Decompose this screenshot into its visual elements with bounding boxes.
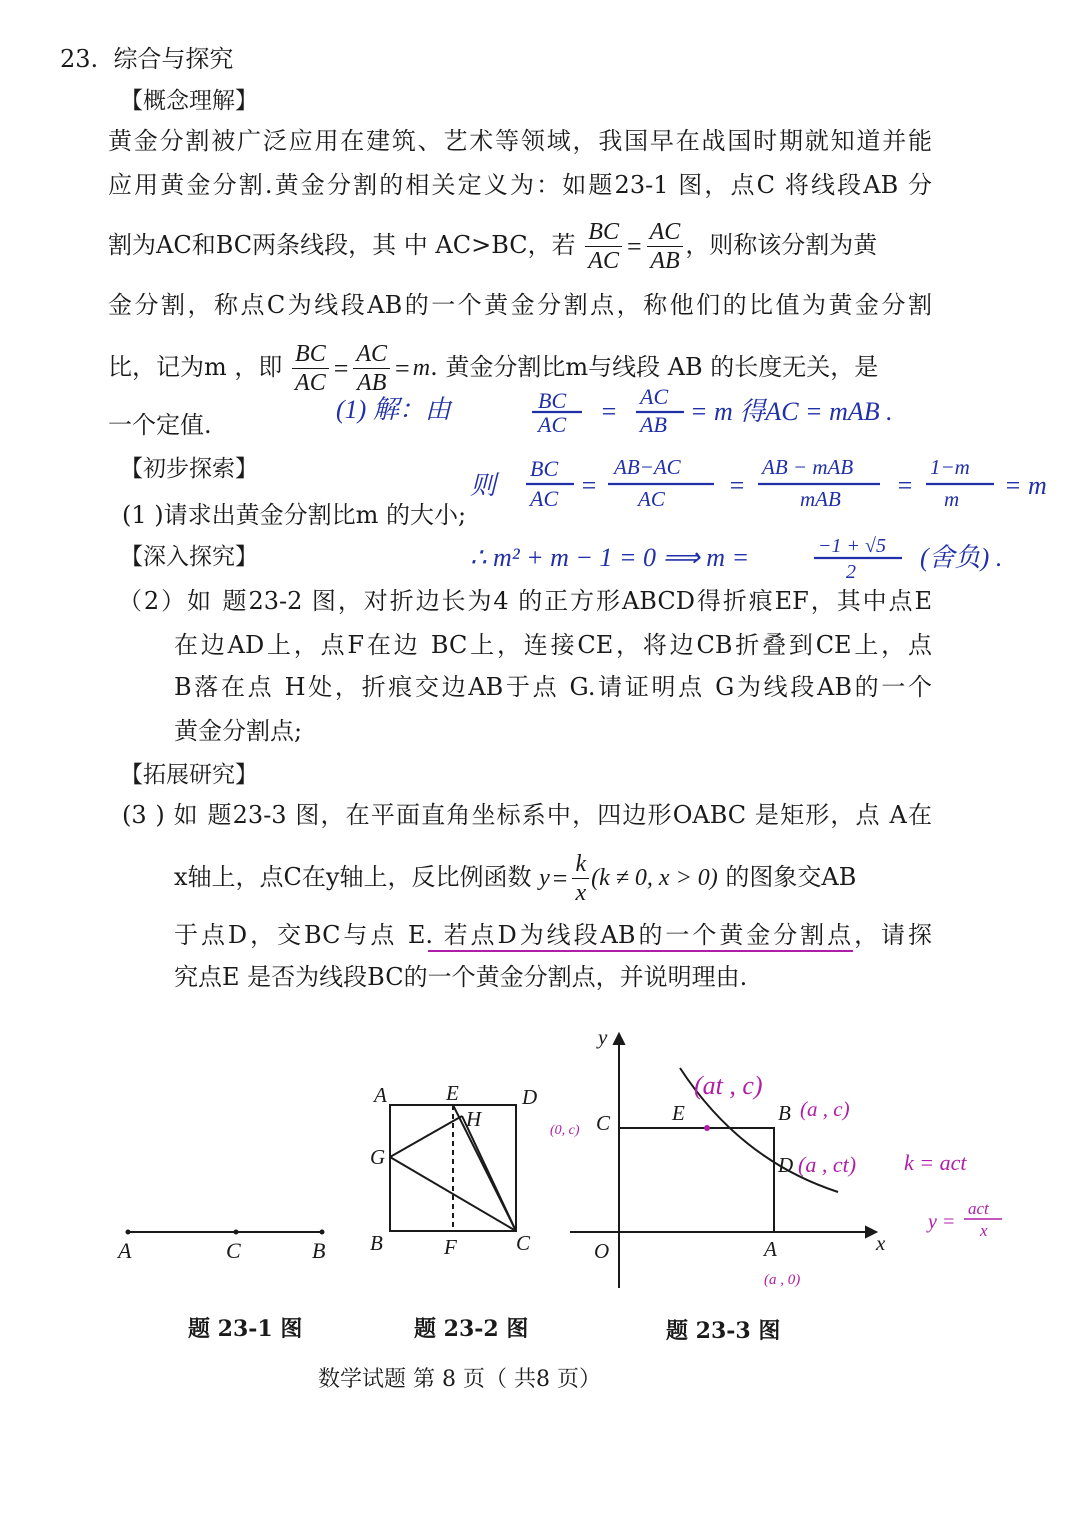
- hw-frac-den: AB: [640, 412, 667, 437]
- handwritten-underline: [428, 950, 853, 952]
- q3-line-2-tail: 的图象交AB: [725, 863, 857, 891]
- label-y: y: [598, 1025, 608, 1049]
- note-c-coord: (0, c): [550, 1123, 580, 1138]
- question-3-line-2: [174, 850, 934, 907]
- label-c: C: [226, 1238, 241, 1263]
- hw-frac-den: 2: [846, 561, 856, 583]
- page-footer: 数学试题 第 8 页（ 共8 页）: [318, 1367, 601, 1392]
- fraction-k-x: [572, 850, 589, 907]
- label-c: C: [516, 1231, 531, 1255]
- hw-frac-num: AB−AC: [614, 455, 681, 479]
- label-a: A: [764, 1237, 777, 1261]
- frac-num: AC: [353, 340, 390, 369]
- hw-equals: =: [728, 471, 746, 500]
- hw-line1-prefix: (1) 解：由: [336, 395, 451, 424]
- frac-den: x: [575, 880, 587, 906]
- label-x: x: [876, 1231, 886, 1255]
- concept-heading: 【概念理解】: [120, 88, 258, 114]
- deep-heading: 【深入探究】: [120, 544, 258, 570]
- question-2-line-1: （2）如 题23-2 图，对折边长为4 的正方形ABCD得折痕EF，其中点E: [118, 587, 932, 615]
- label-f: F: [444, 1235, 457, 1259]
- hw-frac-den: AC: [638, 487, 665, 511]
- question-2-line-2: 在边AD上，点F在边 BC上，连接CE，将边CB折叠到CE上，点: [174, 631, 932, 659]
- hw-frac-den: AC: [538, 412, 567, 437]
- label-h: H: [466, 1107, 482, 1131]
- hw-line2-suffix: = m: [1004, 471, 1047, 500]
- ext-heading: 【拓展研究】: [120, 762, 258, 788]
- note-y-den: x: [980, 1221, 988, 1240]
- equals-sign: =: [626, 231, 642, 261]
- concept-line-1: 黄金分割被广泛应用在建筑、艺术等领域，我国早在战国时期就知道并能: [108, 127, 932, 155]
- label-o: O: [594, 1239, 610, 1263]
- hw-line1-mid: = m 得AC = mAB .: [690, 397, 893, 426]
- label-b: B: [370, 1231, 383, 1255]
- hw-equals: =: [896, 471, 914, 500]
- problem-number: 23.: [60, 45, 99, 73]
- hw-equals: =: [580, 471, 598, 500]
- hw-line2-prefix: 则: [470, 471, 497, 500]
- hw-frac-num: BC: [530, 456, 559, 481]
- figure-23-1: [116, 1230, 325, 1264]
- frac-den: AC: [295, 370, 326, 396]
- frac-den: AB: [357, 370, 387, 396]
- rectangle-oabc: [619, 1128, 774, 1232]
- point-a: [126, 1230, 131, 1235]
- prelim-heading: 【初步探索】: [120, 456, 258, 482]
- segment-gh: [390, 1116, 462, 1157]
- question-3-line-3: 于点D，交BC与点 E. 若点D为线段AB的一个黄金分割点，请探: [174, 921, 932, 949]
- concept-line-2: 应用黄金分割.黄金分割的相关定义为：如题23-1 图，点C 将线段AB 分: [108, 171, 932, 199]
- y-axis-arrow: [614, 1034, 624, 1044]
- frac-num: BC: [585, 218, 622, 247]
- concept-line-6: 一个定值.: [108, 411, 212, 439]
- figures: [0, 1020, 1080, 1350]
- concept-line-3-tail: ，则称该分割为黄: [685, 231, 878, 259]
- question-1: (1 )请求出黄金分割比m 的大小;: [122, 501, 467, 529]
- note-y-num: act: [968, 1199, 989, 1218]
- frac-num: k: [572, 850, 589, 879]
- problem-title: 综合与探究: [113, 45, 234, 73]
- q3-line-2-text: x轴上，点C在y轴上，反比例函数: [174, 863, 532, 891]
- hw-frac-den: mAB: [800, 487, 841, 511]
- question-2-line-3: B落在点 H处，折痕交边AB于点 G.请证明点 G为线段AB的一个: [174, 673, 932, 701]
- label-c: C: [596, 1111, 611, 1135]
- note-a-coord: (a , 0): [764, 1272, 801, 1288]
- label-d: D: [778, 1153, 794, 1177]
- x-axis-arrow: [866, 1227, 876, 1237]
- handwritten-solution: [0, 0, 1080, 600]
- concept-line-5-text: 比，记为m ，即: [108, 353, 283, 381]
- concept-line-3-text: 割为AC和BC两条线段，其 中 AC>BC，若: [108, 231, 576, 259]
- question-2-line-4: 黄金分割点;: [174, 717, 303, 745]
- point-b: [320, 1230, 325, 1235]
- label-e: E: [446, 1081, 459, 1105]
- equals-sign: =: [395, 353, 410, 383]
- frac-den: AB: [650, 248, 680, 274]
- hw-frac-num: AB − mAB: [762, 455, 854, 479]
- label-d: D: [522, 1085, 538, 1109]
- func-condition: (k ≠ 0, x > 0): [591, 865, 718, 891]
- hw-frac-num: −1 + √5: [818, 535, 886, 557]
- frac-num: AC: [647, 218, 684, 247]
- note-y-eq: y =: [928, 1211, 956, 1233]
- point-c: [234, 1230, 239, 1235]
- hw-frac-num: AC: [640, 384, 669, 409]
- note-at-c: (at , c): [694, 1071, 763, 1100]
- caption-fig-23-1: 题 23-1 图: [188, 1316, 303, 1342]
- m-variable: m: [412, 355, 431, 381]
- func-y: y: [539, 865, 550, 891]
- label-a: A: [118, 1238, 132, 1263]
- label-b: B: [778, 1101, 791, 1125]
- label-b: B: [312, 1238, 326, 1263]
- hw-line3-prefix: ∴ m² + m − 1 = 0 ⟹ m =: [470, 543, 750, 572]
- label-e: E: [672, 1101, 685, 1125]
- segment-hc: [462, 1116, 516, 1231]
- equals-sign: =: [552, 863, 568, 893]
- hw-frac-num: BC: [538, 388, 567, 413]
- label-g: G: [370, 1145, 386, 1169]
- hw-frac-den: AC: [530, 486, 559, 511]
- frac-num: BC: [292, 340, 329, 369]
- note-k: k = act: [904, 1150, 967, 1175]
- concept-line-5-tail: . 黄金分割比m与线段 AB 的长度无关，是: [430, 353, 879, 381]
- caption-fig-23-2: 题 23-2 图: [414, 1316, 529, 1342]
- hw-line3-suffix: (舍负) .: [920, 543, 1003, 572]
- equals-sign: =: [333, 353, 349, 383]
- note-d-coord: (a , ct): [798, 1152, 857, 1177]
- concept-line-4: 金分割，称点C为线段AB的一个黄金分割点，称他们的比值为黄金分割: [108, 291, 932, 319]
- label-a: A: [374, 1083, 387, 1107]
- caption-fig-23-3: 题 23-3 图: [666, 1318, 781, 1344]
- note-b-coord: (a , c): [800, 1097, 850, 1121]
- frac-den: AC: [588, 248, 619, 274]
- hw-equals: =: [600, 397, 618, 426]
- hw-frac-den: m: [944, 487, 960, 511]
- hw-frac-num: 1−m: [930, 455, 970, 479]
- question-3-line-1: (3 ) 如 题23-3 图，在平面直角坐标系中，四边形OABC 是矩形，点 A在: [122, 801, 932, 829]
- figure-23-2: [390, 1105, 516, 1231]
- point-e-marker: [704, 1125, 710, 1131]
- question-3-line-4: 究点E 是否为线段BC的一个黄金分割点，并说明理由.: [174, 963, 748, 991]
